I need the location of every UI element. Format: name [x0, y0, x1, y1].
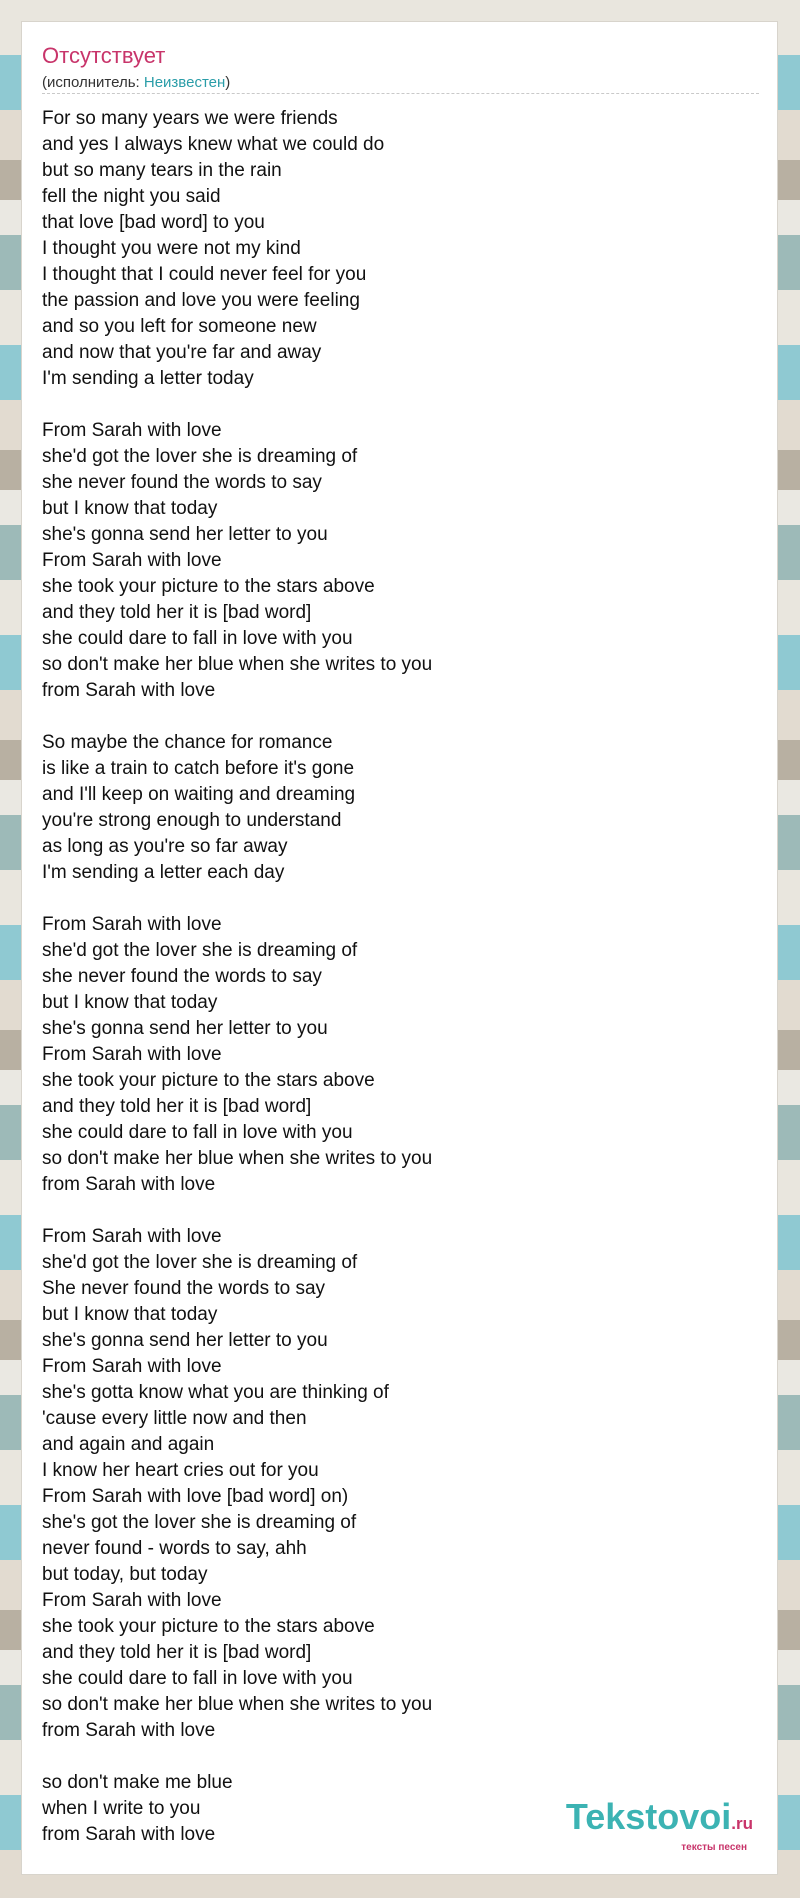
lyric-line: From Sarah with love — [42, 550, 222, 571]
lyric-blank-line — [42, 1198, 759, 1224]
lyric-line: and so you left for someone new — [42, 316, 317, 337]
lyric-line: and yes I always knew what we could do — [42, 134, 385, 155]
site-logo[interactable] — [565, 1796, 753, 1854]
lyric-line: but today, but today — [42, 1564, 208, 1585]
logo-main-text: Tekstovoi — [565, 1796, 732, 1837]
lyric-line: and they told her it is [bad word] — [42, 1096, 312, 1117]
artist-suffix: ) — [225, 74, 231, 91]
lyric-line: From Sarah with love — [42, 1226, 222, 1247]
lyric-line: fell the night you said — [42, 186, 221, 207]
lyric-line: never found - words to say, ahh — [42, 1538, 307, 1559]
lyric-line: I thought that I could never feel for you — [42, 264, 367, 285]
lyric-line: she never found the words to say — [42, 966, 322, 987]
lyric-line: and they told her it is [bad word] — [42, 1642, 312, 1663]
lyric-line: From Sarah with love — [42, 914, 222, 935]
title-divider — [42, 93, 759, 94]
lyric-line: she took your picture to the stars above — [42, 576, 375, 597]
lyric-line: but I know that today — [42, 992, 218, 1013]
lyric-line: but so many tears in the rain — [42, 160, 282, 181]
lyric-blank-line — [42, 392, 759, 418]
lyric-line: From Sarah with love — [42, 1044, 222, 1065]
artist-line — [42, 74, 230, 92]
lyric-line: From Sarah with love — [42, 1590, 222, 1611]
lyric-line: she's gonna send her letter to you — [42, 1330, 328, 1351]
lyric-line: 'cause every little now and then — [42, 1408, 307, 1429]
lyric-line: from Sarah with love — [42, 680, 216, 701]
lyric-line: so don't make her blue when she writes to you — [42, 1694, 433, 1715]
lyric-line: so don't make her blue when she writes to you — [42, 1148, 433, 1169]
lyric-line: when I write to you — [42, 1798, 201, 1819]
lyric-line: she's gonna send her letter to you — [42, 1018, 328, 1039]
lyric-line: she could dare to fall in love with you — [42, 1122, 353, 1143]
lyric-line: from Sarah with love — [42, 1824, 216, 1845]
lyric-line: from Sarah with love — [42, 1174, 216, 1195]
lyric-line: she could dare to fall in love with you — [42, 1668, 353, 1689]
lyric-line: she could dare to fall in love with you — [42, 628, 353, 649]
lyric-line: She never found the words to say — [42, 1278, 326, 1299]
lyric-line: From Sarah with love — [42, 420, 222, 441]
lyric-line: she's gonna send her letter to you — [42, 524, 328, 545]
lyric-line: she never found the words to say — [42, 472, 322, 493]
song-title: Отсутствует — [42, 43, 166, 68]
lyric-line: as long as you're so far away — [42, 836, 288, 857]
lyric-line: and again and again — [42, 1434, 215, 1455]
lyrics-text — [42, 106, 759, 1848]
lyric-line: From Sarah with love — [42, 1356, 222, 1377]
lyric-line: I'm sending a letter today — [42, 368, 254, 389]
lyric-line: and they told her it is [bad word] — [42, 602, 312, 623]
lyric-line: she'd got the lover she is dreaming of — [42, 1252, 358, 1273]
lyric-blank-line — [42, 886, 759, 912]
lyric-line: For so many years we were friends — [42, 108, 338, 129]
lyric-line: that love [bad word] to you — [42, 212, 265, 233]
lyric-line: is like a train to catch before it's gone — [42, 758, 355, 779]
artist-prefix: (исполнитель: — [42, 74, 144, 91]
lyric-line: she's gotta know what you are thinking of — [42, 1382, 389, 1403]
lyric-line: she'd got the lover she is dreaming of — [42, 446, 358, 467]
lyric-line: So maybe the chance for romance — [42, 732, 333, 753]
lyric-line: you're strong enough to understand — [42, 810, 342, 831]
lyric-line: and I'll keep on waiting and dreaming — [42, 784, 356, 805]
lyric-line: but I know that today — [42, 1304, 218, 1325]
lyrics-card — [21, 21, 778, 1875]
lyric-line: and now that you're far and away — [42, 342, 322, 363]
lyric-line: she's got the lover she is dreaming of — [42, 1512, 357, 1533]
artist-link[interactable]: Неизвестен — [143, 74, 226, 91]
lyric-line: she took your picture to the stars above — [42, 1616, 375, 1637]
logo-suffix-text: .ru — [731, 1814, 753, 1833]
lyric-line: but I know that today — [42, 498, 218, 519]
lyric-line: so don't make me blue — [42, 1772, 233, 1793]
logo-tagline: тексты песен — [681, 1842, 747, 1853]
lyric-line: From Sarah with love [bad word] on) — [42, 1486, 349, 1507]
lyric-line: she'd got the lover she is dreaming of — [42, 940, 358, 961]
lyric-line: so don't make her blue when she writes to you — [42, 654, 433, 675]
lyric-blank-line — [42, 1744, 759, 1770]
lyric-line: I know her heart cries out for you — [42, 1460, 319, 1481]
logo-wordmark — [565, 1796, 753, 1842]
lyric-line: from Sarah with love — [42, 1720, 216, 1741]
lyric-blank-line — [42, 704, 759, 730]
lyric-line: the passion and love you were feeling — [42, 290, 360, 311]
lyric-line: she took your picture to the stars above — [42, 1070, 375, 1091]
lyric-line: I'm sending a letter each day — [42, 862, 285, 883]
lyric-line: I thought you were not my kind — [42, 238, 301, 259]
